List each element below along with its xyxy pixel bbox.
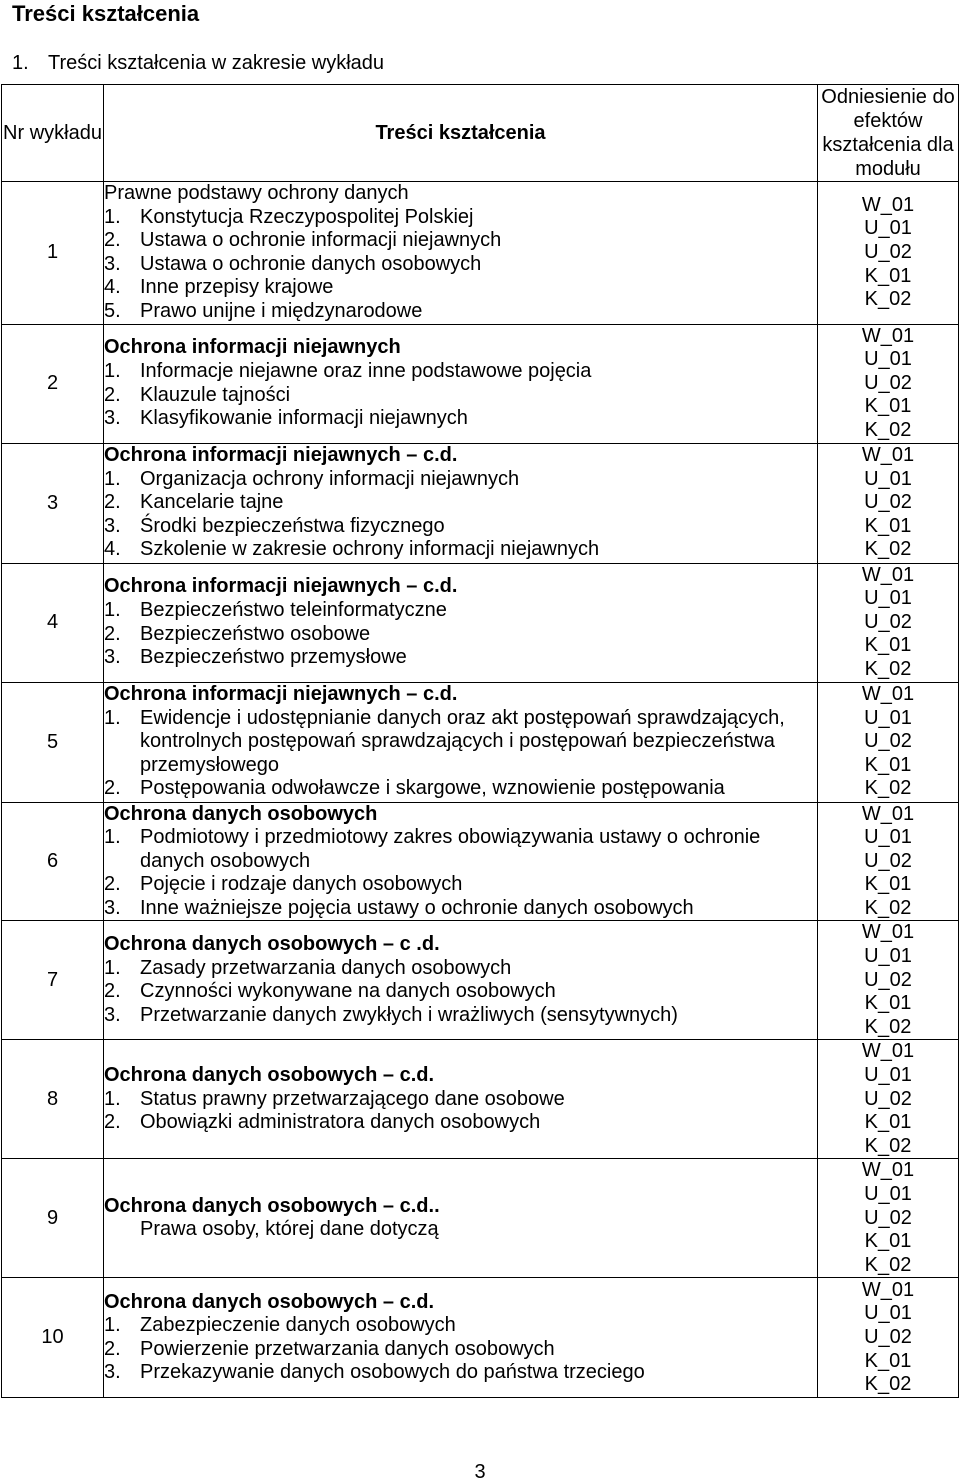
lecture-content — [104, 1159, 818, 1278]
header-content: Treści kształcenia — [104, 85, 818, 182]
outcome-code: U_01 — [864, 945, 912, 968]
list-item — [104, 897, 817, 921]
outcome-code: W_01 — [861, 1159, 915, 1182]
list-item-number: 1. — [104, 826, 121, 849]
lecture-content — [104, 682, 818, 802]
list-item — [104, 826, 817, 873]
outcome-code: W_01 — [861, 683, 915, 706]
list-item-number: 3. — [104, 896, 121, 919]
list-item-number: 1. — [104, 706, 121, 729]
outcome-code: U_02 — [864, 1087, 912, 1110]
list-item-text: Podmiotowy i przedmiotowy zakres obowiązywania ustawy o ochronie danych osobowych — [140, 826, 761, 872]
list-item-number: 1. — [104, 467, 121, 490]
list-item — [104, 229, 817, 253]
outcome-code: U_01 — [864, 217, 912, 240]
outcome-code: K_02 — [864, 1253, 912, 1276]
list-item — [104, 957, 817, 981]
list-item-text: Przekazywanie danych osobowych do państwa trzeciego — [140, 1361, 645, 1384]
outcome-code: U_01 — [864, 587, 912, 610]
outcome-code: W_01 — [861, 563, 915, 586]
outcome-code: U_02 — [864, 610, 912, 633]
outcome-code: K_02 — [864, 418, 912, 441]
learning-outcome-refs — [818, 443, 959, 563]
list-item — [104, 538, 817, 562]
outcome-code: K_02 — [864, 538, 912, 561]
lecture-content — [104, 443, 818, 563]
table-body — [2, 182, 959, 1398]
lecture-number: 6 — [2, 802, 104, 921]
list-item — [104, 873, 817, 897]
outcome-code: K_01 — [864, 634, 912, 657]
list-item-number: 2. — [104, 777, 121, 800]
outcome-code: K_01 — [864, 1111, 912, 1134]
outcome-code: K_01 — [864, 514, 912, 537]
section-heading: Ochrona informacji niejawnych — [104, 336, 401, 359]
list-item-text: Klasyfikowanie informacji niejawnych — [140, 407, 468, 430]
list-item — [104, 407, 817, 431]
list-item-text: Czynności wykonywane na danych osobowych — [140, 980, 556, 1003]
table-row — [2, 563, 959, 682]
list-item-number: 4. — [104, 538, 121, 561]
outcome-code: W_01 — [861, 921, 915, 944]
list-item — [104, 623, 817, 647]
section-heading: Ochrona informacji niejawnych – c.d. — [104, 575, 458, 598]
table-row — [2, 443, 959, 563]
list-item-number: 1. — [104, 1314, 121, 1337]
list-item-text: Ewidencje i udostępnianie danych oraz akt postępowań sprawdzających, kontrolnych postępowań sprawdzających i postępowań bezpieczeństwa przemysłowego — [140, 706, 785, 776]
outcome-code: K_01 — [864, 395, 912, 418]
table-row — [2, 324, 959, 443]
list-item — [104, 360, 817, 384]
list-item — [104, 1111, 817, 1135]
section-heading: Ochrona danych osobowych – c.d.. — [104, 1194, 440, 1217]
list-item — [104, 276, 817, 300]
list-item — [104, 777, 817, 801]
list-item — [104, 980, 817, 1004]
list-item-text: Bezpieczeństwo przemysłowe — [140, 646, 407, 669]
table-row — [2, 1159, 959, 1278]
learning-outcome-refs — [818, 1040, 959, 1159]
lecture-content — [104, 324, 818, 443]
section-heading: Ochrona danych osobowych – c.d. — [104, 1290, 435, 1313]
lecture-number: 9 — [2, 1159, 104, 1278]
list-item — [104, 1314, 817, 1338]
list-item-text: Ustawa o ochronie informacji niejawnych — [140, 229, 502, 252]
list-item-text: Inne ważniejsze pojęcia ustawy o ochronie danych osobowych — [140, 896, 694, 919]
learning-outcome-refs — [818, 1159, 959, 1278]
section-subtitle — [12, 50, 384, 76]
outcome-code: K_02 — [864, 657, 912, 680]
list-item-text: Postępowania odwoławcze i skargowe, wznowienie postępowania — [140, 777, 725, 800]
outcome-code: U_02 — [864, 371, 912, 394]
list-item-number: 2. — [104, 491, 121, 514]
list-item — [104, 300, 817, 324]
section-heading: Ochrona informacji niejawnych – c.d. — [104, 444, 458, 467]
list-item-number: 3. — [104, 1004, 121, 1027]
list-item-text: Bezpieczeństwo teleinformatyczne — [140, 598, 447, 621]
header-refs: Odniesienie do efektów kształcenia dla modułu — [818, 85, 959, 182]
outcome-code: U_01 — [864, 467, 912, 490]
list-item-text: Kancelarie tajne — [140, 491, 284, 514]
learning-outcome-refs — [818, 182, 959, 325]
lecture-content — [104, 921, 818, 1040]
outcome-code: U_02 — [864, 1206, 912, 1229]
table-row — [2, 182, 959, 325]
outcome-code: U_01 — [864, 1183, 912, 1205]
outcome-code: U_02 — [864, 730, 912, 753]
list-item-text: Zabezpieczenie danych osobowych — [140, 1314, 456, 1337]
list-item-text: Status prawny przetwarzającego dane osobowe — [140, 1087, 565, 1110]
list-item — [104, 253, 817, 277]
learning-outcome-refs — [818, 563, 959, 682]
outcome-code: U_01 — [864, 348, 912, 371]
outcome-code: W_01 — [861, 324, 915, 347]
list-item-number: 3. — [104, 514, 121, 537]
learning-outcome-refs — [818, 324, 959, 443]
lecture-number: 3 — [2, 443, 104, 563]
table-row — [2, 921, 959, 1040]
list-item — [104, 491, 817, 515]
list-item-text: Obowiązki administratora danych osobowych — [140, 1111, 541, 1134]
lecture-number: 10 — [2, 1278, 104, 1398]
outcome-code: W_01 — [861, 444, 915, 467]
section-heading: Prawne podstawy ochrony danych — [104, 182, 409, 204]
list-item-number: 3. — [104, 646, 121, 669]
subtitle-text: Treści kształcenia w zakresie wykładu — [48, 52, 385, 74]
outcome-code: K_01 — [864, 264, 912, 287]
table-row — [2, 1278, 959, 1398]
list-item-text: Prawo unijne i międzynarodowe — [140, 299, 423, 322]
list-item-number: 1. — [104, 1087, 121, 1110]
outcome-code: U_01 — [864, 826, 912, 849]
list-item-number: 2. — [104, 980, 121, 1003]
list-item-number: 5. — [104, 299, 121, 322]
page-title: Treści kształcenia — [12, 1, 200, 26]
outcome-code: U_01 — [864, 706, 912, 729]
list-item — [104, 1218, 817, 1242]
lecture-content — [104, 1040, 818, 1159]
section-heading: Ochrona danych osobowych – c.d. — [104, 1064, 435, 1087]
lecture-content — [104, 563, 818, 682]
list-item-text: Klauzule tajności — [140, 383, 291, 406]
list-item-number: 2. — [104, 383, 121, 406]
list-item-text: Bezpieczeństwo osobowe — [140, 622, 371, 645]
outcome-code: K_01 — [864, 992, 912, 1015]
outcome-code: U_02 — [864, 849, 912, 872]
list-item-number: 1. — [104, 359, 121, 382]
outcome-code: K_02 — [864, 1373, 912, 1396]
list-item-text: Zasady przetwarzania danych osobowych — [140, 956, 512, 979]
list-item-number: 2. — [104, 873, 121, 896]
list-item-text: Przetwarzanie danych zwykłych i wrażliwych (sensytywnych) — [140, 1004, 678, 1027]
table-row — [2, 682, 959, 802]
list-item-number: 2. — [104, 229, 121, 252]
list-item-number: 1. — [104, 956, 121, 979]
outcome-code: K_02 — [864, 288, 912, 311]
list-item — [104, 1088, 817, 1112]
list-item-text: Ustawa o ochronie danych osobowych — [140, 252, 482, 275]
lecture-content — [104, 182, 818, 325]
list-item-text: Powierzenie przetwarzania danych osobowych — [140, 1337, 555, 1360]
subtitle-number: 1. — [12, 52, 29, 74]
outcome-code: U_02 — [864, 1326, 912, 1349]
list-item-text: Środki bezpieczeństwa fizycznego — [140, 514, 445, 537]
outcome-code: K_02 — [864, 1134, 912, 1157]
list-item-text: Pojęcie i rodzaje danych osobowych — [140, 873, 463, 896]
learning-outcome-refs — [818, 1278, 959, 1398]
list-item-text: Szkolenie w zakresie ochrony informacji niejawnych — [140, 538, 600, 561]
list-item-text: Konstytucja Rzeczypospolitej Polskiej — [140, 205, 474, 228]
outcome-code: K_01 — [864, 753, 912, 776]
list-item — [104, 384, 817, 408]
learning-outcome-refs — [818, 921, 959, 1040]
list-item — [104, 1338, 817, 1362]
list-item-number: 4. — [104, 276, 121, 299]
learning-outcome-refs — [818, 802, 959, 921]
list-item-number: 3. — [104, 407, 121, 430]
outcome-code: K_02 — [864, 777, 912, 800]
learning-outcome-refs — [818, 682, 959, 802]
lecture-content — [104, 802, 818, 921]
lecture-number: 1 — [2, 182, 104, 325]
outcome-code: W_01 — [861, 1278, 915, 1301]
outcome-code: W_01 — [861, 193, 915, 216]
table-header-row — [2, 85, 959, 182]
outcome-code: K_01 — [864, 1349, 912, 1372]
outcome-code: U_01 — [864, 1302, 912, 1325]
header-nr: Nr wykładu — [2, 85, 104, 182]
list-item-text: Prawa osoby, której dane dotyczą — [140, 1218, 439, 1241]
outcome-code: W_01 — [861, 802, 915, 825]
section-heading: Ochrona danych osobowych — [104, 802, 378, 825]
list-item — [104, 515, 817, 539]
list-item-number: 2. — [104, 1337, 121, 1360]
syllabus-table — [1, 84, 959, 1398]
list-item — [104, 206, 817, 230]
table-row — [2, 1040, 959, 1159]
list-item — [104, 599, 817, 623]
lecture-number: 4 — [2, 563, 104, 682]
outcome-code: U_01 — [864, 1064, 912, 1087]
section-heading: Ochrona danych osobowych – c .d. — [104, 933, 440, 956]
list-item-number: 1. — [104, 205, 121, 228]
list-item-number: 3. — [104, 1361, 121, 1384]
outcome-code: U_02 — [864, 491, 912, 514]
list-item-text: Organizacja ochrony informacji niejawnych — [140, 467, 520, 490]
outcome-code: U_02 — [864, 240, 912, 263]
outcome-code: K_02 — [864, 1015, 912, 1038]
lecture-content — [104, 1278, 818, 1398]
outcome-code: W_01 — [861, 1040, 915, 1063]
table-row — [2, 802, 959, 921]
section-heading: Ochrona informacji niejawnych – c.d. — [104, 683, 458, 706]
list-item-number: 3. — [104, 252, 121, 275]
lecture-number: 5 — [2, 682, 104, 802]
lecture-number: 2 — [2, 324, 104, 443]
list-item-number: 2. — [104, 1111, 121, 1134]
list-item — [104, 1004, 817, 1028]
lecture-number: 8 — [2, 1040, 104, 1159]
list-item-number: 1. — [104, 598, 121, 621]
page-number: 3 — [474, 1461, 486, 1483]
list-item — [104, 468, 817, 492]
lecture-number: 7 — [2, 921, 104, 1040]
list-item-text: Inne przepisy krajowe — [140, 276, 334, 299]
list-item — [104, 1361, 817, 1385]
list-item — [104, 707, 817, 778]
list-item-text: Informacje niejawne oraz inne podstawowe pojęcia — [140, 359, 592, 382]
outcome-code: K_01 — [864, 1230, 912, 1253]
list-item-number: 2. — [104, 622, 121, 645]
outcome-code: U_02 — [864, 968, 912, 991]
outcome-code: K_01 — [864, 873, 912, 896]
outcome-code: K_02 — [864, 896, 912, 919]
list-item — [104, 646, 817, 670]
